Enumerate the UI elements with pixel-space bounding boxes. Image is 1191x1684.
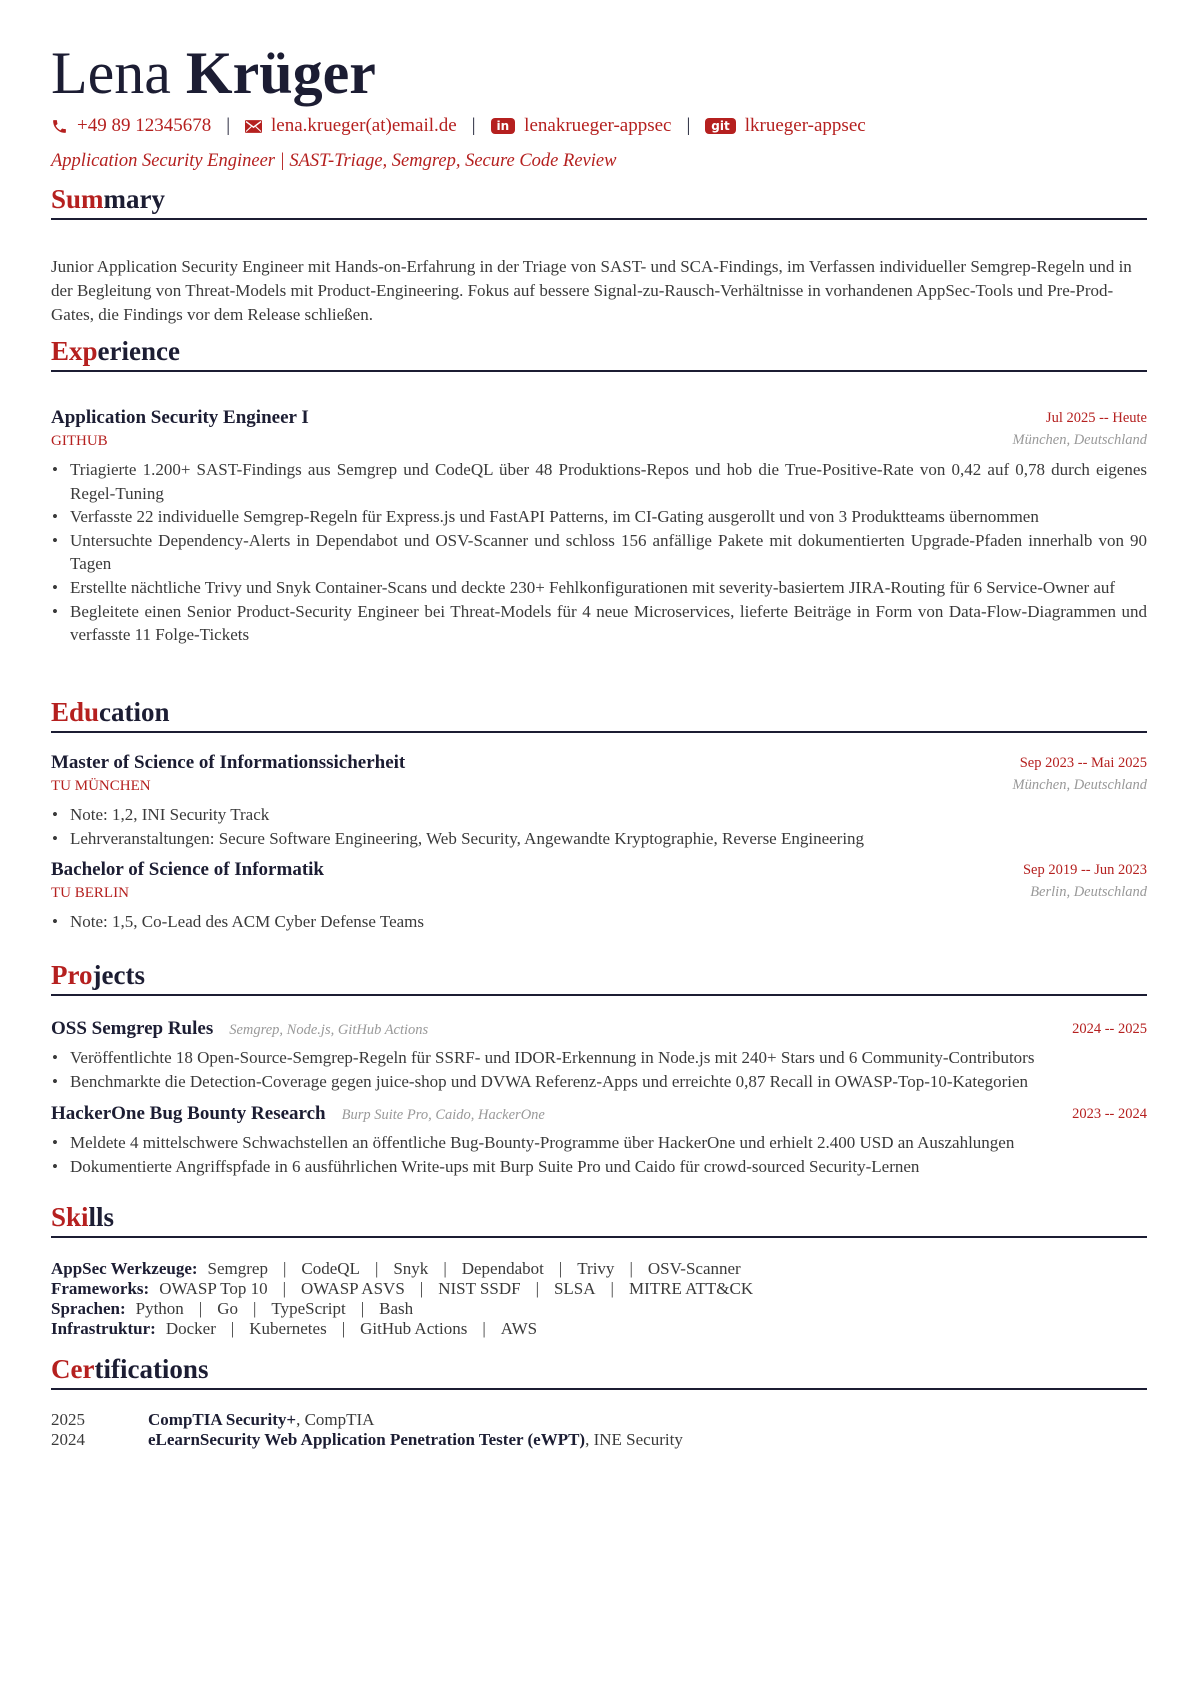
- section-title-rest: lls: [88, 1202, 115, 1232]
- separator: |: [535, 1279, 539, 1298]
- list-item: • Note: 1,5, Co-Lead des ACM Cyber Defense Teams: [51, 910, 1147, 934]
- list-item: • Note: 1,2, INI Security Track: [51, 803, 1147, 827]
- skill-item: CodeQL: [301, 1259, 360, 1278]
- project-tech: Semgrep, Node.js, GitHub Actions: [229, 1022, 429, 1038]
- separator: |: [686, 115, 691, 136]
- skill-category: Infrastruktur:: [51, 1319, 156, 1338]
- separator: |: [374, 1259, 379, 1278]
- envelope-icon: [245, 120, 262, 133]
- skill-item: Dependabot: [461, 1259, 544, 1278]
- tagline: Application Security Engineer | SAST-Triage, Semgrep, Secure Code Review: [51, 151, 617, 171]
- skill-item: AWS: [500, 1319, 538, 1338]
- separator: |: [471, 115, 476, 136]
- project-title: [51, 1103, 545, 1125]
- section-title-education: [51, 695, 1147, 733]
- separator: |: [253, 1299, 257, 1318]
- section-title-projects: [51, 958, 1147, 996]
- list-item: • Benchmarkte die Detection-Coverage gegen juice-shop und DVWA Referenz-Apps und erreichte 0,87 Recall in OWASP-Top-10-Kategorien: [51, 1070, 1147, 1094]
- phone-contact[interactable]: [51, 114, 211, 138]
- project-date: 2023 -- 2024: [1072, 1106, 1147, 1122]
- separator: |: [360, 1299, 365, 1318]
- skill-row: [51, 1279, 1147, 1299]
- contact-line: [51, 114, 866, 138]
- job-title: Application Security Engineer I: [51, 407, 309, 428]
- certification-row: [51, 1410, 1147, 1430]
- job-location: München, Deutschland: [1012, 432, 1147, 448]
- separator: |: [282, 1279, 286, 1298]
- separator: |: [341, 1319, 346, 1338]
- project-name: OSS Semgrep Rules: [51, 1018, 214, 1039]
- skill-item: GitHub Actions: [360, 1319, 468, 1338]
- skill-item: Bash: [379, 1299, 414, 1318]
- school-name: TU BERLIN: [51, 885, 129, 901]
- degree-title: Bachelor of Science of Informatik: [51, 859, 324, 880]
- skill-item: Go: [217, 1299, 238, 1318]
- section-title-highlight: Sum: [51, 184, 104, 214]
- last-name: Krüger: [185, 40, 376, 106]
- skill-category: Frameworks:: [51, 1279, 150, 1298]
- git-icon: git: [705, 118, 735, 134]
- list-item: • Verfasste 22 individuelle Semgrep-Regeln für Express.js und FastAPI Patterns, im CI-Gating ausgerollt und von 3 Produktteams übernommen: [51, 505, 1147, 529]
- certification-year: 2024: [51, 1430, 85, 1449]
- job-bullets: [51, 458, 1147, 647]
- section-title-rest: mary: [103, 184, 166, 214]
- separator: |: [226, 115, 231, 136]
- separator: |: [198, 1299, 203, 1318]
- project-tech: Burp Suite Pro, Caido, HackerOne: [341, 1107, 545, 1123]
- degree-bullets: [51, 803, 1147, 850]
- email-contact[interactable]: [245, 114, 457, 138]
- skill-item: SLSA: [553, 1279, 596, 1298]
- certification-issuer: , CompTIA: [296, 1410, 375, 1429]
- phone-icon: [51, 118, 68, 135]
- section-title-experience: [51, 334, 1147, 372]
- certification-year: 2025: [51, 1410, 85, 1429]
- project-bullets: [51, 1131, 1147, 1178]
- skill-item: NIST SSDF: [438, 1279, 521, 1298]
- separator: |: [558, 1259, 563, 1278]
- section-title-rest: cation: [99, 697, 170, 727]
- skill-item: OSV-Scanner: [647, 1259, 741, 1278]
- candidate-name: [51, 38, 376, 108]
- list-item: • Meldete 4 mittelschwere Schwachstellen an öffentliche Bug-Bounty-Programme über HackerOne und erhielt 2.400 USD an Auszahlungen: [51, 1131, 1147, 1155]
- separator: |: [443, 1259, 447, 1278]
- separator: |: [419, 1279, 424, 1298]
- linkedin-icon: in: [491, 118, 516, 134]
- certifications-list: [51, 1410, 1147, 1450]
- list-item: • Lehrveranstaltungen: Secure Software Engineering, Web Security, Angewandte Kryptographie, Reverse Engineering: [51, 827, 1147, 851]
- skill-item: Kubernetes: [249, 1319, 327, 1338]
- linkedin-contact[interactable]: [491, 114, 672, 138]
- phone-number: +49 89 12345678: [77, 115, 212, 136]
- list-item: • Veröffentlichte 18 Open-Source-Semgrep-Regeln für SSRF- und IDOR-Erkennung in Node.js mit 240+ Stars und 6 Community-Contributors: [51, 1046, 1147, 1070]
- list-item: • Begleitete einen Senior Product-Security Engineer bei Threat-Models für 4 neue Microservices, lieferte Beiträge in Form von Data-Flow-Diagrammen und verfasste 11 Folge-Tickets: [51, 600, 1147, 647]
- section-title-skills: [51, 1200, 1147, 1238]
- list-item: • Triagierte 1.200+ SAST-Findings aus Semgrep und CodeQL über 48 Produktions-Repos und hob die True-Positive-Rate von 0,42 auf 0,78 durch eigenes Regel-Tuning: [51, 458, 1147, 505]
- section-title-summary: [51, 182, 1147, 220]
- skill-item: Python: [135, 1299, 184, 1318]
- job-company: GITHUB: [51, 433, 108, 449]
- separator: |: [230, 1319, 235, 1338]
- degree-date: Sep 2019 -- Jun 2023: [1022, 862, 1147, 878]
- degree-title: Master of Science of Informationssicherheit: [51, 752, 406, 773]
- skill-row: [51, 1259, 1147, 1279]
- github-handle: lkrueger-appsec: [744, 115, 866, 136]
- skill-item: MITRE ATT&CK: [628, 1279, 754, 1298]
- github-contact[interactable]: [705, 114, 865, 138]
- email-address: lena.krueger(at)email.de: [271, 115, 457, 136]
- job-date: Jul 2025 -- Heute: [1045, 410, 1147, 426]
- skill-item: Docker: [165, 1319, 216, 1338]
- project-title: [51, 1018, 428, 1040]
- degree-date: Sep 2023 -- Mai 2025: [1019, 755, 1147, 771]
- section-title-rest: erience: [97, 336, 180, 366]
- list-item: • Untersuchte Dependency-Alerts in Dependabot und OSV-Scanner und schloss 156 anfällige Pakete mit dokumentierten Upgrade-Pfaden innerhalb von 90 Tagen: [51, 529, 1147, 576]
- skill-category: AppSec Werkzeuge:: [51, 1259, 198, 1278]
- certification-issuer: , INE Security: [585, 1430, 683, 1449]
- skill-category: Sprachen:: [51, 1299, 126, 1318]
- skill-item: OWASP ASVS: [301, 1279, 405, 1298]
- certification-row: [51, 1430, 1147, 1450]
- section-title-rest: tifications: [94, 1354, 209, 1384]
- linkedin-handle: lenakrueger-appsec: [524, 115, 672, 136]
- separator: |: [282, 1259, 287, 1278]
- skill-row: [51, 1299, 1147, 1319]
- skill-item: TypeScript: [271, 1299, 346, 1318]
- certification-name: eLearnSecurity Web Application Penetration Tester (eWPT): [148, 1430, 586, 1449]
- summary-text: Junior Application Security Engineer mit Hands-on-Erfahrung in der Triage von SAST- und SCA-Findings, im Verfassen individueller Semgrep-Regeln und in der Begleitung von Threat-Models mit Product-Engineering. Fokus auf bessere Signal-zu-Rausch-Verhältnisse in vorhandenen AppSec-Tools und Pre-Prod-Gates, die Findings vor dem Release schließen.: [51, 257, 1132, 324]
- skill-item: Semgrep: [207, 1259, 268, 1278]
- section-title-highlight: Ski: [51, 1202, 89, 1232]
- separator: |: [610, 1279, 614, 1298]
- skill-row: [51, 1319, 1147, 1339]
- project-date: 2024 -- 2025: [1072, 1021, 1147, 1037]
- skills-list: [51, 1259, 1147, 1339]
- section-title-highlight: Exp: [51, 336, 98, 366]
- first-name: Lena: [51, 40, 171, 106]
- skill-item: Trivy: [577, 1259, 615, 1278]
- school-name: TU MÜNCHEN: [51, 778, 151, 794]
- section-title-highlight: Cer: [51, 1354, 95, 1384]
- certification-name: CompTIA Security+: [148, 1410, 297, 1429]
- project-name: HackerOne Bug Bounty Research: [51, 1103, 326, 1124]
- section-title-certifications: [51, 1352, 1147, 1390]
- school-location: München, Deutschland: [1012, 777, 1147, 793]
- skill-item: OWASP Top 10: [159, 1279, 268, 1298]
- separator: |: [629, 1259, 633, 1278]
- list-item: • Dokumentierte Angriffspfade in 6 ausführlichen Write-ups mit Burp Suite Pro und Caido für crowd-sourced Security-Lernen: [51, 1155, 1147, 1179]
- section-title-highlight: Edu: [51, 697, 100, 727]
- project-bullets: [51, 1046, 1147, 1093]
- separator: |: [482, 1319, 486, 1338]
- school-location: Berlin, Deutschland: [1030, 884, 1147, 900]
- list-item: • Erstellte nächtliche Trivy und Snyk Container-Scans und deckte 230+ Fehlkonfigurationen mit severity-basiertem JIRA-Routing für 6 Service-Owner auf: [51, 576, 1147, 600]
- degree-bullets: [51, 910, 1147, 934]
- section-title-highlight: Pro: [51, 960, 93, 990]
- section-title-rest: jects: [92, 960, 145, 990]
- skill-item: Snyk: [393, 1259, 429, 1278]
